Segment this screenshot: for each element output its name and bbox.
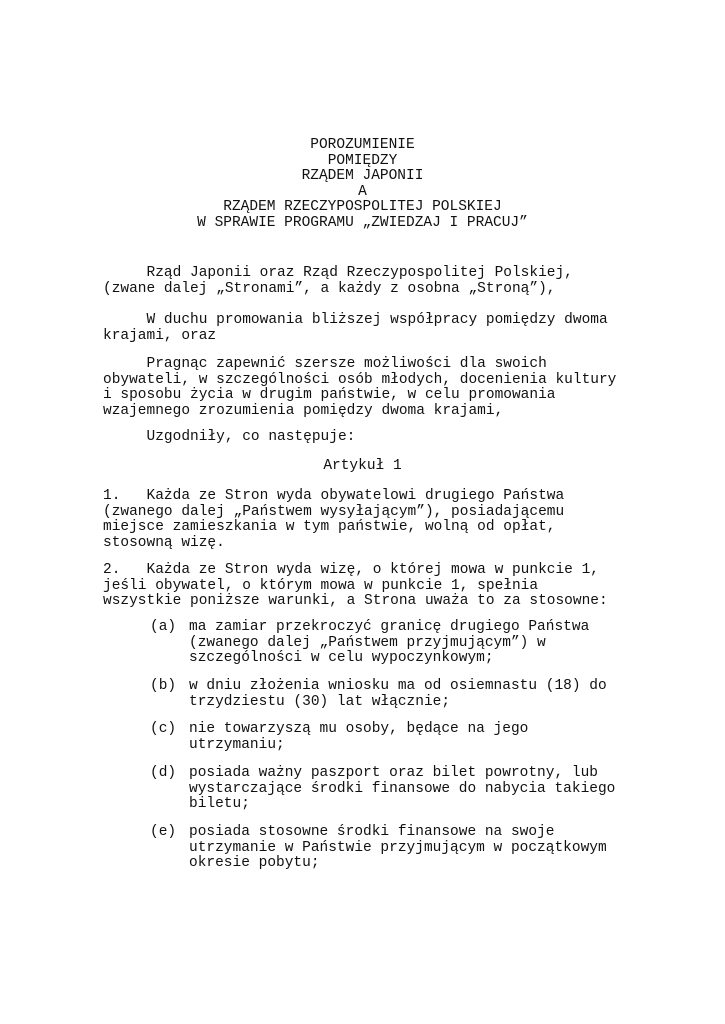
condition-text: ma zamiar przekroczyć granicę drugiego Państwa (zwanego dalej „Państwem przyjmującym”) w szczególności w celu wypoczynkowym; — [189, 619, 590, 666]
condition-text: posiada ważny paszport oraz bilet powrotny, lub wystarczające środki finansowe do nabycia takiego biletu; — [189, 765, 616, 812]
article-point-2: 2. Każda ze Stron wyda wizę, o której mowa w punkcie 1, jeśli obywatel, o którym mowa w punkcie 1, spełnia wszystkie poniższe warunki, a Strona uważa to za stosowne: — [103, 562, 608, 609]
condition-label: (a) — [150, 619, 177, 635]
document-title — [0, 138, 725, 231]
title-line: RZĄDEM JAPONII — [301, 168, 424, 184]
title-line: A — [358, 183, 367, 200]
preamble-agreed: Uzgodniły, co następuje: — [103, 429, 356, 445]
condition-label: (e) — [150, 824, 177, 840]
article-point-1: 1. Każda ze Stron wyda obywatelowi drugiego Państwa (zwanego dalej „Państwem wysyłającym”), posiadającemu miejsce zamieszkania w tym państwie, wolną od opłat, stosowną wizę. — [103, 488, 565, 551]
preamble-parties: Rząd Japonii oraz Rząd Rzeczypospolitej Polskiej, (zwane dalej „Stronami”, a każdy z osobna „Stroną”), — [103, 265, 573, 297]
title-line: POMIĘDZY — [327, 152, 398, 169]
condition-label: (b) — [150, 678, 177, 694]
preamble-purpose: Pragnąc zapewnić szersze możliwości dla swoich obywateli, w szczególności osób młodych, docenienia kultury i sposobu życia w drugim państwie, w celu promowania wzajemnego zrozumienia pomiędzy dwoma krajami, — [103, 356, 617, 419]
condition-label: (c) — [150, 721, 177, 737]
condition-text: posiada stosowne środki finansowe na swoje utrzymanie w Państwie przyjmującym w początkowym okresie pobytu; — [189, 824, 607, 871]
title-line: RZĄDEM RZECZYPOSPOLITEJ POLSKIEJ — [223, 199, 502, 215]
condition-label: (d) — [150, 765, 177, 781]
condition-text: w dniu złożenia wniosku ma od osiemnastu (18) do trzydziestu (30) lat włącznie; — [189, 678, 607, 710]
preamble-cooperation: W duchu promowania bliższej współpracy pomiędzy dwoma krajami, oraz — [103, 312, 608, 344]
title-line: POROZUMIENIE — [310, 137, 415, 153]
article-heading: Artykuł 1 — [323, 458, 402, 474]
condition-text: nie towarzyszą mu osoby, będące na jego utrzymaniu; — [189, 721, 529, 753]
title-line: W SPRAWIE PROGRAMU „ZWIEDZAJ I PRACUJ” — [197, 214, 528, 231]
